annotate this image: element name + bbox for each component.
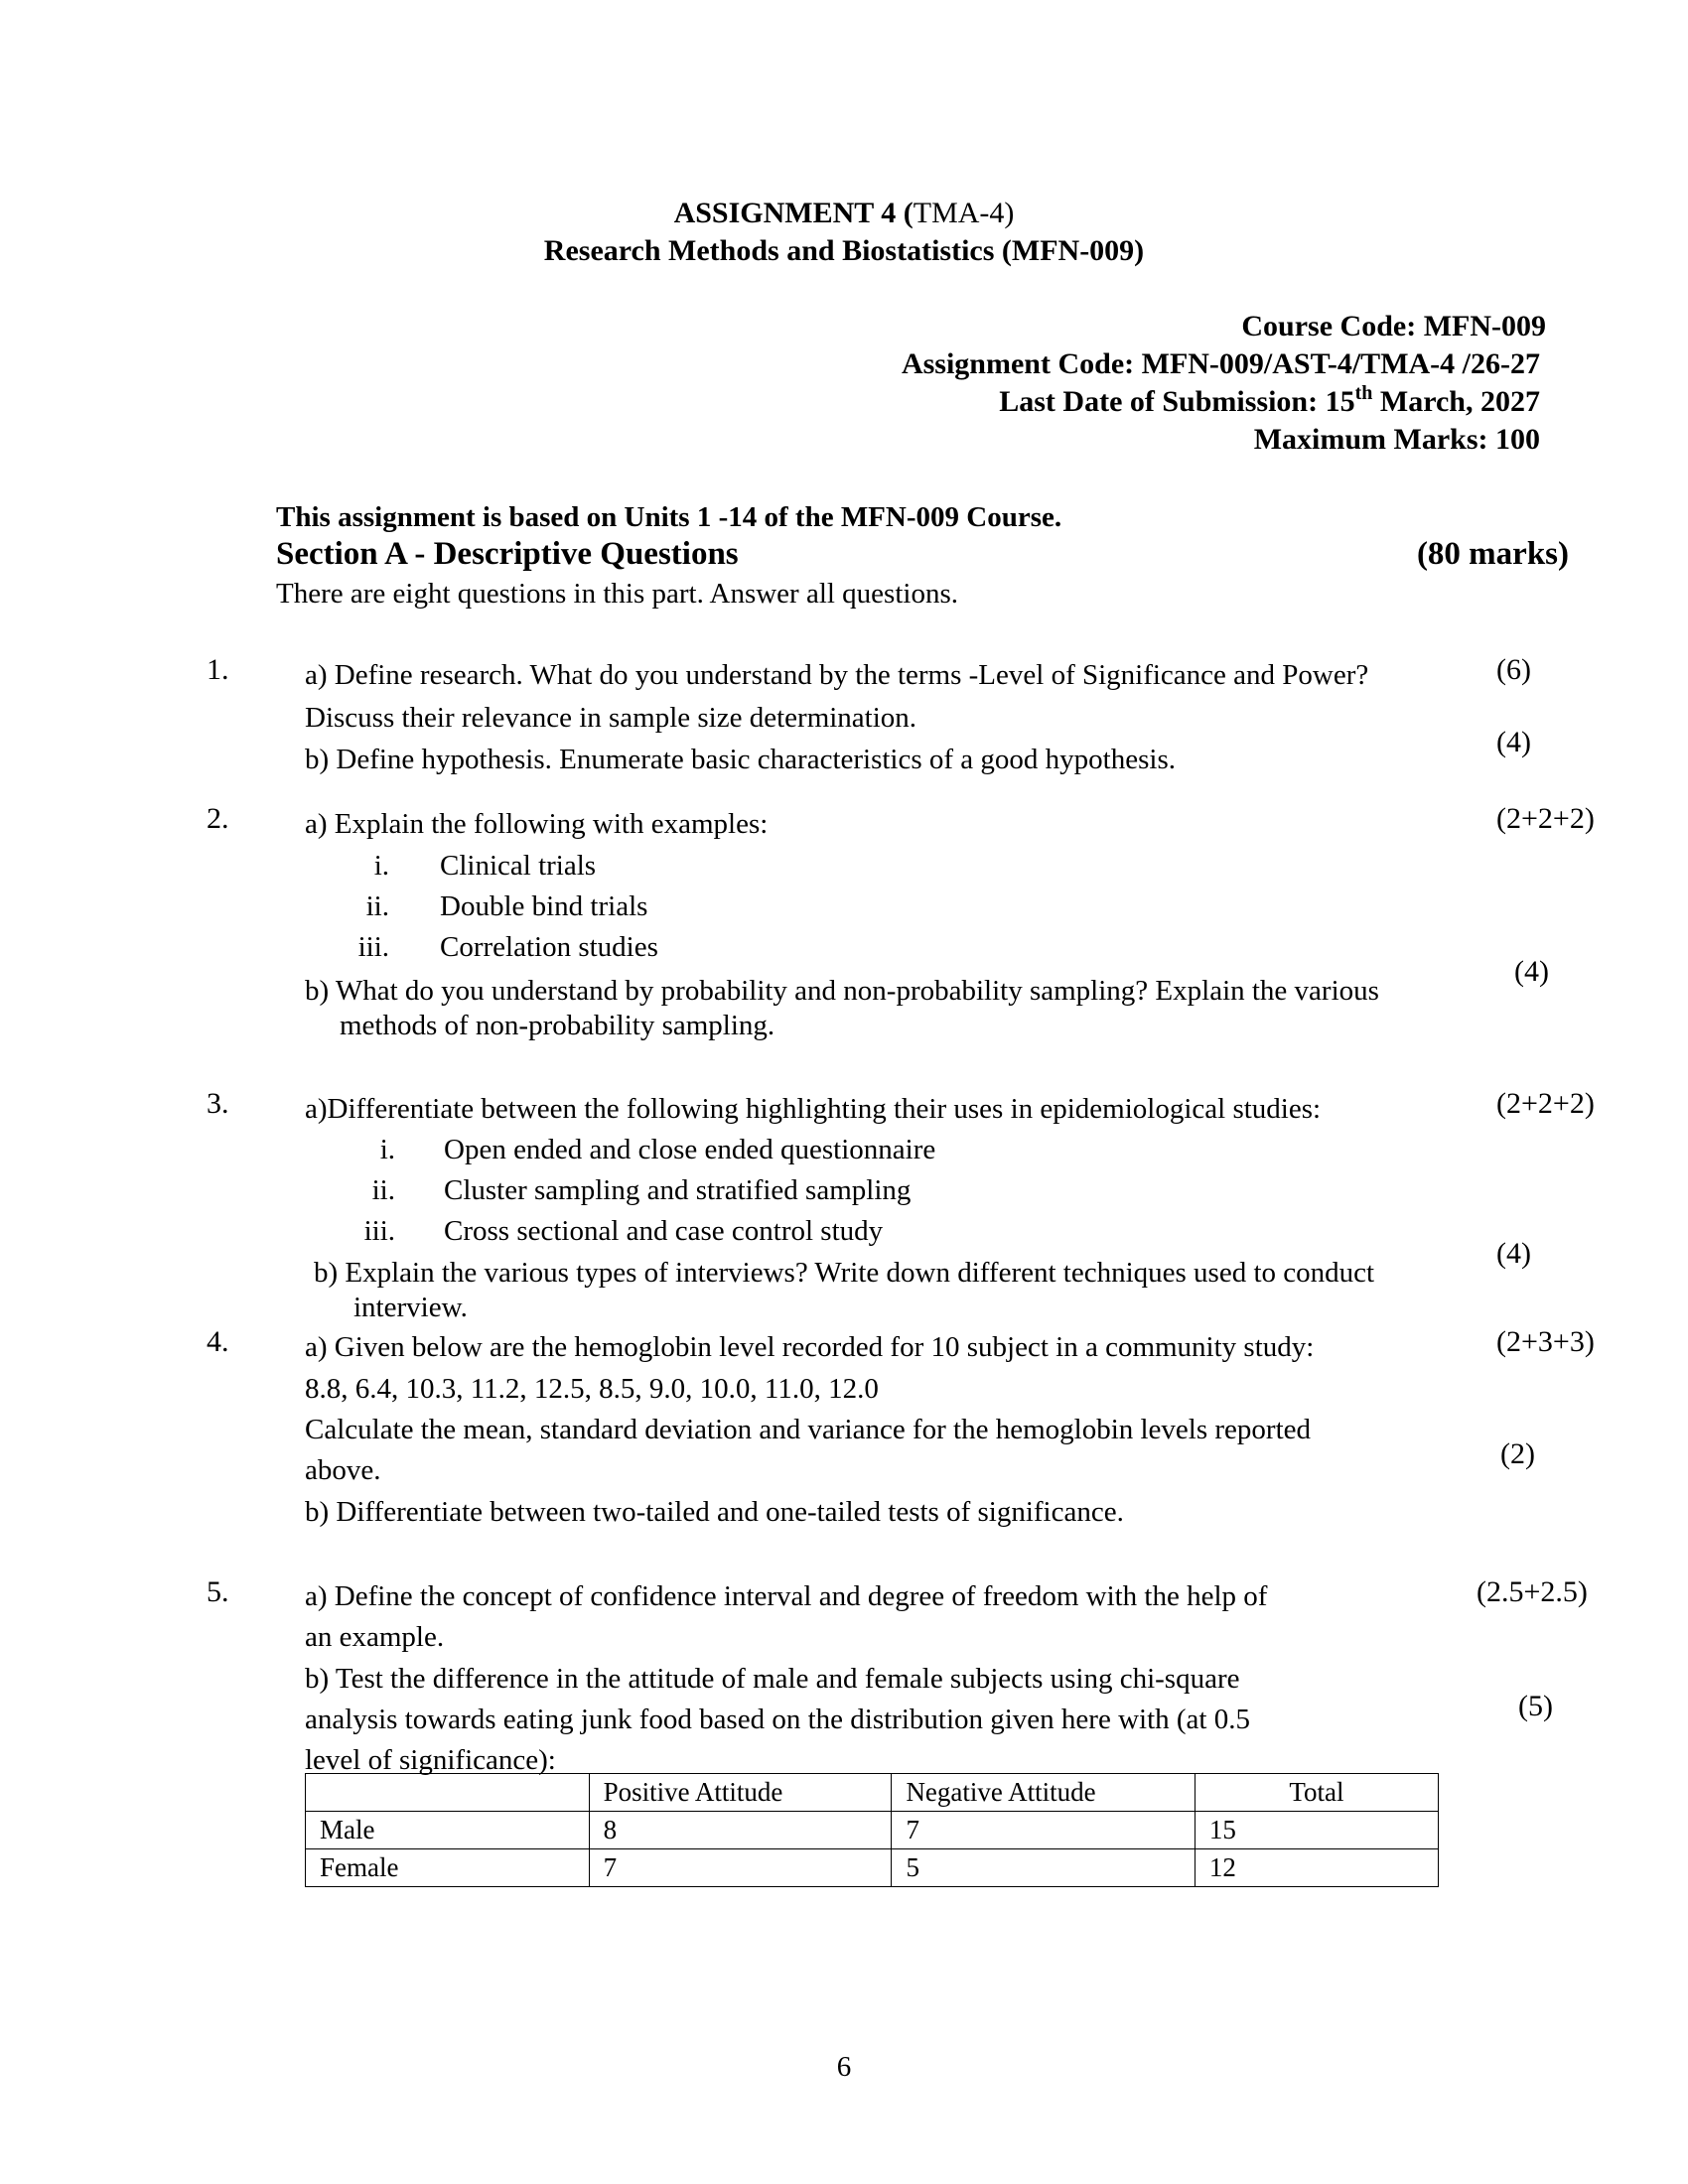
q5-part-a-line1: a) Define the concept of confidence interval and degree of freedom with the help of xyxy=(305,1580,1268,1612)
table-cell: 7 xyxy=(892,1812,1195,1849)
assignment-title-rest: TMA-4) xyxy=(913,197,1015,229)
question-number-4: 4. xyxy=(207,1325,229,1358)
maximum-marks: Maximum Marks: 100 xyxy=(1253,423,1540,456)
q2-item-2: Double bind trials xyxy=(440,890,648,922)
q3-roman-2: ii. xyxy=(371,1174,395,1206)
q3-item-2: Cluster sampling and stratified sampling xyxy=(444,1174,912,1206)
table-row xyxy=(306,1849,1439,1887)
q2-part-a: a) Explain the following with examples: xyxy=(305,808,769,840)
last-date-suffix: March, 2027 xyxy=(1372,385,1540,418)
section-title: Section A - Descriptive Questions xyxy=(276,536,739,572)
q2-roman-3: iii. xyxy=(357,931,389,963)
table-cell: 5 xyxy=(892,1849,1195,1887)
table-cell: 12 xyxy=(1195,1849,1438,1887)
last-date-sup: th xyxy=(1354,382,1373,404)
question-number-3: 3. xyxy=(207,1087,229,1120)
q5-part-b-line1: b) Test the difference in the attitude of male and female subjects using chi-square xyxy=(305,1663,1240,1695)
question-number-1: 1. xyxy=(207,653,229,686)
q3-item-3: Cross sectional and case control study xyxy=(444,1215,884,1247)
course-title: Research Methods and Biostatistics (MFN-009) xyxy=(543,234,1145,267)
table-header-cell: Negative Attitude xyxy=(892,1774,1195,1812)
question-number-2: 2. xyxy=(207,802,229,835)
q5-b-marks: (5) xyxy=(1518,1690,1553,1722)
chi-square-table xyxy=(305,1773,1439,1887)
q3-part-b-line1: b) Explain the various types of interviews? Write down different techniques used to conduct xyxy=(314,1257,1375,1289)
q5-part-a-line2: an example. xyxy=(305,1621,445,1653)
table-cell: 8 xyxy=(589,1812,892,1849)
q3-b-marks: (4) xyxy=(1496,1237,1531,1270)
q5-part-b-line3: level of significance): xyxy=(305,1744,556,1776)
table-cell: 15 xyxy=(1195,1812,1438,1849)
table-header-cell: Positive Attitude xyxy=(589,1774,892,1812)
q2-b-marks: (4) xyxy=(1514,955,1549,988)
q1-part-a-line1: a) Define research. What do you understand by the terms -Level of Significance and Power? xyxy=(305,659,1369,691)
q3-part-a: a)Differentiate between the following highlighting their uses in epidemiological studies: xyxy=(305,1093,1322,1125)
q4-part-a-line4: above. xyxy=(305,1454,381,1486)
table-header-cell xyxy=(306,1774,590,1812)
q3-part-b-line2: interview. xyxy=(353,1292,468,1323)
q4-a-marks: (2+3+3) xyxy=(1496,1325,1595,1358)
assignment-scope: This assignment is based on Units 1 -14 of the MFN-009 Course. xyxy=(276,501,1062,533)
q3-item-1: Open ended and close ended questionnaire xyxy=(444,1134,936,1165)
table-row xyxy=(306,1812,1439,1849)
assignment-title-bold: ASSIGNMENT 4 ( xyxy=(673,197,914,229)
page-number: 6 xyxy=(836,2051,852,2083)
last-date-prefix: Last Date of Submission: 15 xyxy=(999,385,1355,418)
table-cell: 7 xyxy=(589,1849,892,1887)
section-instructions: There are eight questions in this part. Answer all questions. xyxy=(276,578,958,610)
q5-a-marks: (2.5+2.5) xyxy=(1477,1575,1588,1608)
q1-part-b: b) Define hypothesis. Enumerate basic characteristics of a good hypothesis. xyxy=(305,744,1176,775)
q1-part-a-line2: Discuss their relevance in sample size determination. xyxy=(305,702,917,734)
table-cell: Female xyxy=(306,1849,590,1887)
table-header-cell: Total xyxy=(1195,1774,1438,1812)
assignment-code: Assignment Code: MFN-009/AST-4/TMA-4 /26-27 xyxy=(901,347,1540,380)
table-header-row xyxy=(306,1774,1439,1812)
q2-item-1: Clinical trials xyxy=(440,850,597,882)
assignment-title xyxy=(0,197,1688,230)
q1-a-marks: (6) xyxy=(1496,653,1531,686)
q2-roman-2: ii. xyxy=(365,890,389,922)
question-number-5: 5. xyxy=(207,1575,229,1608)
q4-part-a-line1: a) Given below are the hemoglobin level recorded for 10 subject in a community study: xyxy=(305,1331,1315,1363)
q3-roman-3: iii. xyxy=(363,1215,395,1247)
q4-b-marks: (2) xyxy=(1500,1437,1535,1470)
q2-part-b-line2: methods of non-probability sampling. xyxy=(340,1010,775,1041)
q4-part-b: b) Differentiate between two-tailed and one-tailed tests of significance. xyxy=(305,1496,1124,1528)
course-code: Course Code: MFN-009 xyxy=(1241,310,1546,342)
q2-item-3: Correlation studies xyxy=(440,931,658,963)
q3-a-marks: (2+2+2) xyxy=(1496,1087,1595,1120)
q2-roman-1: i. xyxy=(373,850,389,882)
q2-part-b-line1: b) What do you understand by probability and non-probability sampling? Explain the various xyxy=(305,975,1379,1007)
q5-part-b-line2: analysis towards eating junk food based on the distribution given here with (at 0.5 xyxy=(305,1704,1250,1735)
last-date-of-submission xyxy=(999,382,1540,419)
q4-part-a-line3: Calculate the mean, standard deviation and variance for the hemoglobin levels reported xyxy=(305,1414,1312,1445)
q3-roman-1: i. xyxy=(379,1134,395,1165)
q4-part-a-data: 8.8, 6.4, 10.3, 11.2, 12.5, 8.5, 9.0, 10.0, 11.0, 12.0 xyxy=(305,1373,879,1405)
q2-a-marks: (2+2+2) xyxy=(1496,802,1595,835)
q1-b-marks: (4) xyxy=(1496,726,1531,758)
section-marks: (80 marks) xyxy=(1416,536,1569,572)
table-cell: Male xyxy=(306,1812,590,1849)
